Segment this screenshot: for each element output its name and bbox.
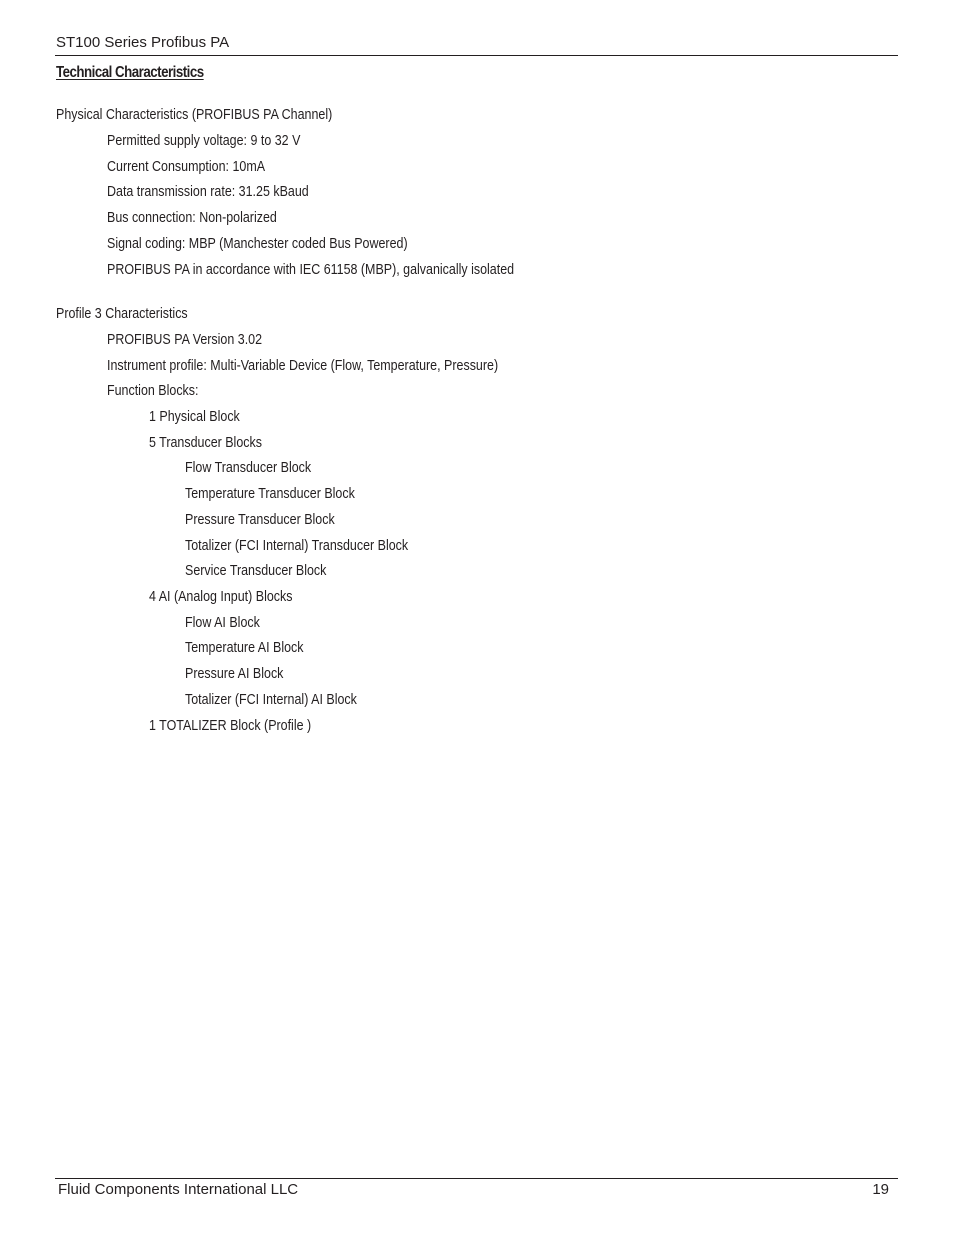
header-rule bbox=[55, 55, 898, 56]
page-number: 19 bbox=[872, 1181, 889, 1198]
transducer-block-item: Pressure Transducer Block bbox=[185, 512, 335, 528]
physical-block-item: 1 Physical Block bbox=[149, 409, 240, 425]
ai-block-item: Pressure AI Block bbox=[185, 666, 284, 682]
profile-version: PROFIBUS PA Version 3.02 bbox=[107, 332, 263, 348]
transducer-block-item: Totalizer (FCI Internal) Transducer Block bbox=[185, 538, 409, 554]
section-title: Technical Characteristics bbox=[56, 64, 204, 81]
running-header: ST100 Series Profibus PA bbox=[56, 34, 230, 51]
footer-company: Fluid Components International LLC bbox=[58, 1181, 299, 1198]
totalizer-block-item: 1 TOTALIZER Block (Profile ) bbox=[149, 718, 312, 734]
physical-item-signal-coding: Signal coding: MBP (Manchester coded Bus Powered) bbox=[107, 236, 408, 252]
ai-block-item: Temperature AI Block bbox=[185, 640, 304, 656]
physical-item-transmission-rate: Data transmission rate: 31.25 kBaud bbox=[107, 184, 309, 200]
transducer-block-item: Temperature Transducer Block bbox=[185, 486, 355, 502]
profile-characteristics-heading: Profile 3 Characteristics bbox=[56, 306, 188, 322]
ai-blocks-label: 4 AI (Analog Input) Blocks bbox=[149, 589, 293, 605]
transducer-block-item: Flow Transducer Block bbox=[185, 460, 312, 476]
function-blocks-label: Function Blocks: bbox=[107, 383, 199, 399]
footer-rule bbox=[55, 1178, 898, 1179]
transducer-blocks-label: 5 Transducer Blocks bbox=[149, 435, 262, 451]
profile-instrument-profile: Instrument profile: Multi-Variable Device (Flow, Temperature, Pressure) bbox=[107, 358, 499, 374]
transducer-block-item: Service Transducer Block bbox=[185, 563, 327, 579]
physical-item-bus-connection: Bus connection: Non-polarized bbox=[107, 210, 277, 226]
physical-item-current-consumption: Current Consumption: 10mA bbox=[107, 159, 266, 175]
physical-characteristics-heading: Physical Characteristics (PROFIBUS PA Channel) bbox=[56, 107, 333, 123]
ai-block-item: Totalizer (FCI Internal) AI Block bbox=[185, 692, 357, 708]
ai-block-item: Flow AI Block bbox=[185, 615, 260, 631]
physical-item-iec-compliance: PROFIBUS PA in accordance with IEC 61158 (MBP), galvanically isolated bbox=[107, 262, 515, 278]
physical-item-supply-voltage: Permitted supply voltage: 9 to 32 V bbox=[107, 133, 301, 149]
